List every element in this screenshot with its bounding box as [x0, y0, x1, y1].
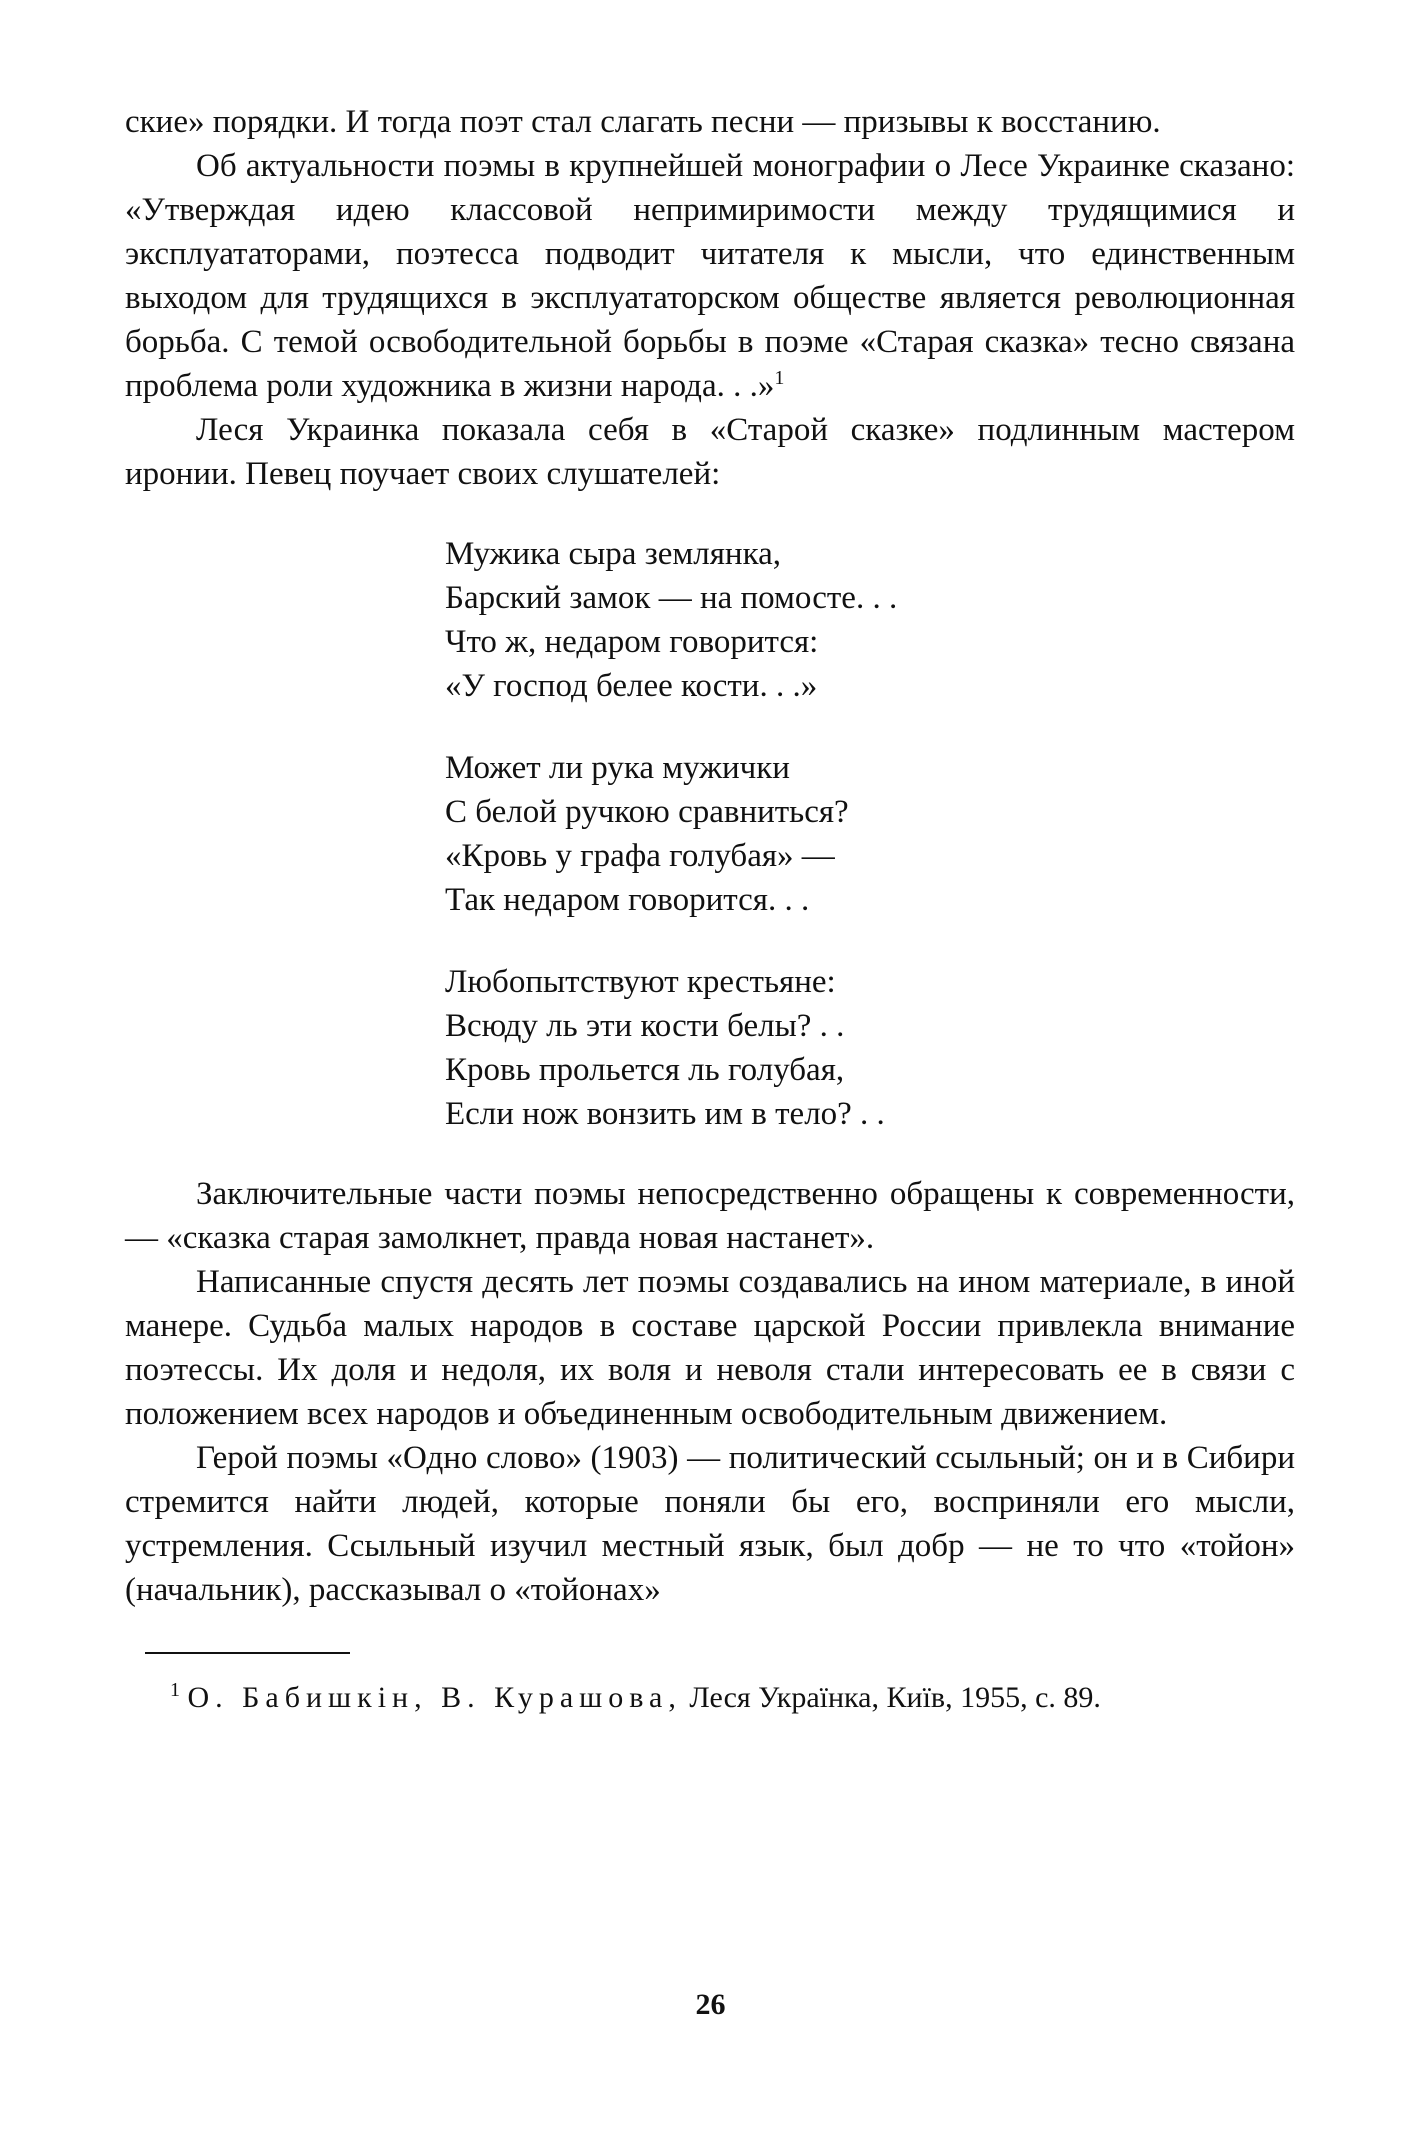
paragraph-irony: [125, 408, 1295, 496]
poem-line: Может ли рука мужички: [445, 750, 790, 786]
paragraph-text: Заключительные части поэмы непосредственно обращены к современности, — «сказка старая замолкнет, правда новая настанет».: [125, 1176, 1295, 1256]
poem-line: Так недаром говорится. . .: [445, 882, 810, 918]
paragraph-continuation: [125, 100, 1295, 144]
poem-line: «У господ белее кости. . .»: [445, 668, 818, 704]
poem-line: Кровь прольется ль голубая,: [445, 1052, 845, 1088]
footnote-authors: О. Бабишкін, В. Курашова,: [187, 1681, 682, 1714]
paragraph-final-parts: [125, 1172, 1295, 1260]
paragraph-text: ские» порядки. И тогда поэт стал слагать песни — призывы к восстанию.: [125, 104, 1161, 140]
paragraph-monograph-quote: [125, 144, 1295, 408]
poem-stanza: [445, 532, 1295, 708]
poem-line: Всюду ль эти кости белы? . .: [445, 1008, 845, 1044]
poem-line: Если нож вонзить им в тело? . .: [445, 1096, 885, 1132]
paragraph-one-word: [125, 1436, 1295, 1612]
footnote-source: Леся Українка, Київ, 1955, с. 89.: [689, 1681, 1101, 1714]
page-number: 26: [695, 1988, 726, 2021]
poem-line: Барский замок — на помосте. . .: [445, 580, 898, 616]
poem-stanza: [445, 746, 1295, 922]
paragraph-text: Написанные спустя десять лет поэмы создавались на ином материале, в иной манере. Судьба малых народов в составе царской России привлекла внимание поэтессы. Их доля и недоля, их воля и неволя стали интересовать ее в связи с положением всех народов и объединенным освободительным движением.: [125, 1264, 1295, 1432]
book-page: [125, 100, 1295, 1718]
poem-excerpt: [445, 532, 1295, 1136]
paragraph-text: Леся Украинка показала себя в «Старой сказке» подлинным мастером иронии. Певец поучает своих слушателей:: [125, 412, 1295, 492]
poem-line: Мужика сыра землянка,: [445, 536, 781, 572]
paragraph-text: Герой поэмы «Одно слово» (1903) — политический ссыльный; он и в Сибири стремится найти людей, которые поняли бы его, восприняли его мысли, устремления. Ссыльный изучил местный язык, был добр — не то что «тойон» (начальник), рассказывал о «тойонах»: [125, 1440, 1295, 1608]
footnote-reference: 1: [774, 367, 785, 389]
paragraph-text: Об актуальности поэмы в крупнейшей монографии о Лесе Украинке сказано: «Утверждая идею классовой непримиримости между трудящимися и эксплуататорами, поэтесса подводит читателя к мысли, что единственным выходом для трудящихся в эксплуататорском обществе является революционная борьба. С темой освободительной борьбы в поэме «Старая сказка» тесно связана проблема роли художника в жизни народа. . .»: [125, 148, 1295, 404]
paragraph-later-poems: [125, 1260, 1295, 1436]
footnote-marker: 1: [170, 1679, 180, 1701]
poem-stanza: [445, 960, 1295, 1136]
footnote-divider: [145, 1652, 350, 1654]
poem-line: «Кровь у графа голубая» —: [445, 838, 835, 874]
poem-line: С белой ручкою сравниться?: [445, 794, 849, 830]
poem-line: Любопытствуют крестьяне:: [445, 964, 836, 1000]
poem-line: Что ж, недаром говорится:: [445, 624, 819, 660]
footnote: [125, 1678, 1295, 1718]
